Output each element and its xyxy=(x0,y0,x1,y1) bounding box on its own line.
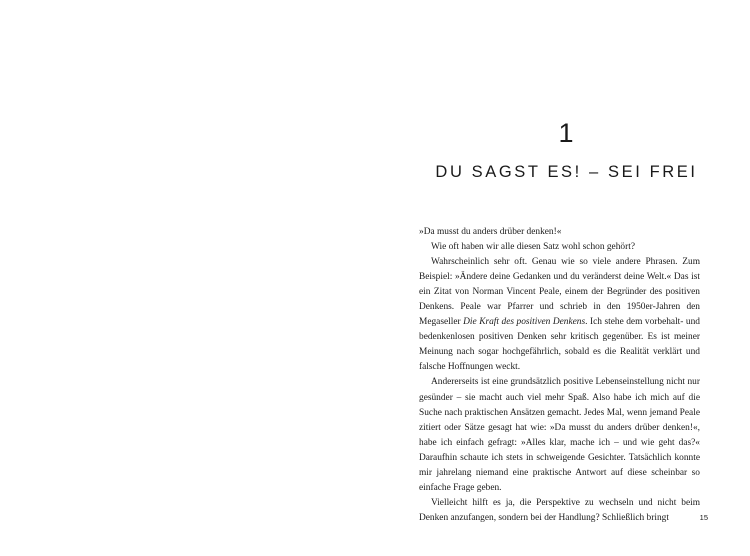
chapter-title: DU SAGST ES! – SEI FREI xyxy=(435,163,698,181)
paragraph-5: Vielleicht hilft es ja, die Perspektive zu wechseln und nicht beim Denken anzufangen, sondern bei der Handlung? Schließlich bringt xyxy=(419,497,700,523)
paragraph-1: »Da musst du anders drüber denken!« xyxy=(419,227,562,237)
right-page xyxy=(375,0,750,556)
paragraph-2: Wie oft haben wir alle diesen Satz wohl schon gehört? xyxy=(431,242,635,253)
paragraph-3 xyxy=(419,255,700,375)
paragraph-3-rest: . Ich stehe dem vorbehalt- und bedenkenlosen positiven Denken sehr kritisch gegenüber. Es ist meiner Meinung nach sogar hochgefährlich, sobald es die Realität verklärt und falsche Hoffnungen weckt. xyxy=(419,317,700,373)
book-title-italic: Die Kraft des positiven Denkens xyxy=(463,317,586,328)
chapter-number: 1 xyxy=(558,118,575,148)
paragraph-4: Andererseits ist eine grundsätzlich positive Lebenseinstellung nicht nur gesünder – sie macht auch viel mehr Spaß. Also habe ich mich auf die Suche nach praktischen Ansätzen gemacht. Jedes Mal, wenn jemand Peale zitiert oder Sätze gesagt hat wie: »Da musst du anders drüber denken!«, habe ich einfach gefragt: »Alles klar, mache ich – und wie geht das?« Daraufhin schaute ich stets in schweigende Gesichter. Tatsächlich konnte mir jahrelang niemand eine praktische Antwort auf diese scheinbar so einfache Frage geben. xyxy=(419,377,700,493)
page-number: 15 xyxy=(699,513,708,522)
paragraph-3-text: Wahrscheinlich sehr oft. Genau wie so viele andere Phrasen. Zum Beispiel: »Ändere deine Gedanken und du veränderst deine Welt.« Das ist ein Zitat von Norman Vincent Peale, einem der Begründer des positiven Denkens. Peale war Pfarrer und schrieb in den 1950er-Jahren den Megaseller xyxy=(419,257,700,328)
chapter-body-text xyxy=(419,225,700,526)
